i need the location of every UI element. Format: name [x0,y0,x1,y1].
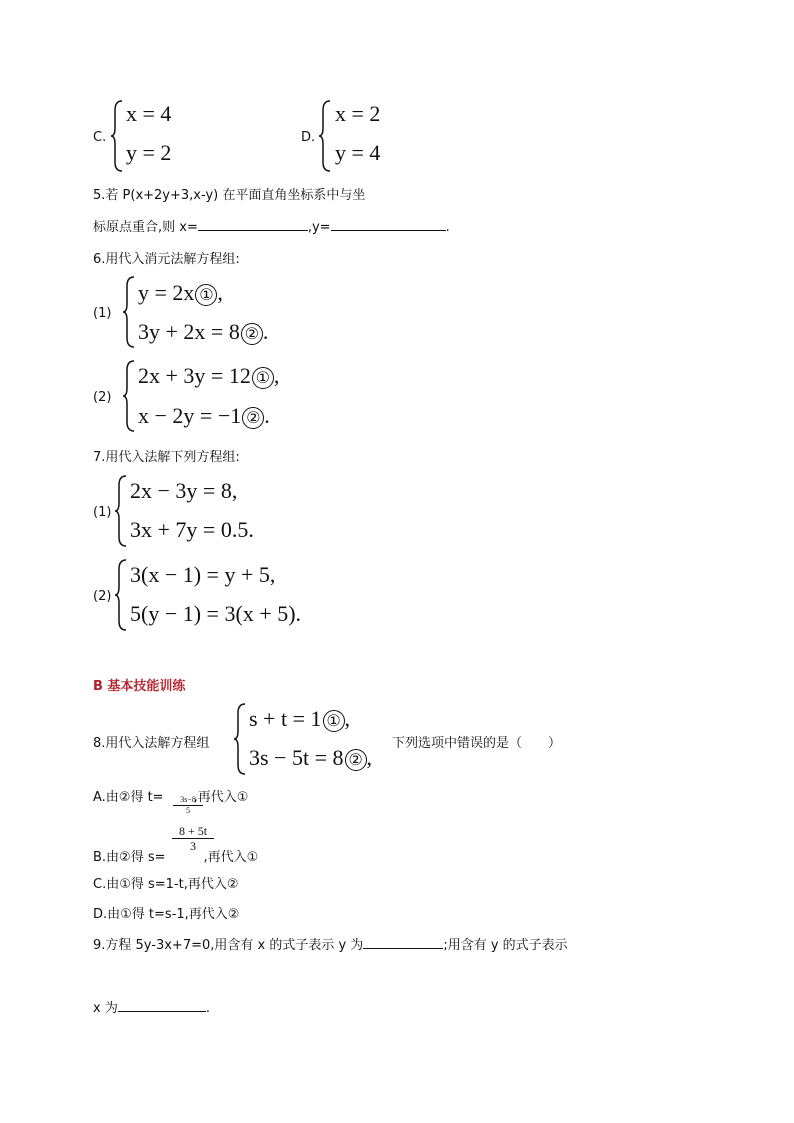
q5-line2 [93,216,450,235]
q9-line2 [93,997,210,1016]
punct: , [273,363,280,388]
equation-text: 3s − 5t = 8 [249,745,344,770]
option-c-eq2: y = 2 [126,140,172,165]
fraction-a [173,795,203,816]
q9-line1 [93,934,568,953]
q6-part2-eq1 [138,357,279,395]
brace-icon [114,559,128,631]
fraction-denominator: 5 [186,806,190,815]
q9-text-a: 9.方程 5y-3x+7=0,用含有 x 的式子表示 y 为 [93,938,364,953]
option-d-label: D. [301,130,316,145]
q8-prefix: 8.用代入法解方程组 [93,736,210,751]
q6-part1-label: (1) [93,306,112,321]
q8-option-c[interactable]: C.由①得 s=1-t,再代入② [93,877,239,892]
section-b-title: B 基本技能训练 [93,679,186,694]
q6-part1-eq1 [138,274,223,312]
equation-text: x − 2y = −1 [138,403,242,428]
q8-option-a[interactable] [93,786,248,805]
brace-icon [318,100,332,172]
option-b-post: ,再代入① [203,850,259,865]
q6-title: 6.用代入消元法解方程组: [93,252,240,267]
option-a-text: A.由②得 t= [93,790,164,805]
q9-text-b: ;用含有 y 的式子表示 [443,938,568,953]
equation-text: s + t = 1 [249,706,322,731]
q8-eq1 [249,700,350,738]
option-d-eq2: y = 4 [335,140,381,165]
option-a-post: ,再代入① [193,790,249,805]
q9-text-d: . [205,1001,210,1016]
option-c-eq1: x = 4 [126,101,172,126]
brace-icon [122,360,136,432]
option-d-eq1: x = 2 [335,101,381,126]
fraction-numerator: 3s−8 [180,795,196,804]
q8-option-b[interactable] [93,846,258,865]
brace-icon [233,703,247,775]
q6-part1-eq2 [138,313,268,351]
brace-icon [122,276,136,348]
answer-blank-y-expr[interactable] [363,936,443,949]
option-c-label: C. [93,130,107,145]
q7-part2-eq2: 5(y − 1) = 3(x + 5). [130,601,302,626]
circled-number: ② [241,323,263,345]
q7-part1-eq2: 3x + 7y = 0.5. [130,517,254,542]
fraction-numerator: 8 + 5t [178,824,208,838]
q6-part2-eq2 [138,397,270,435]
q6-part2-label: (2) [93,390,112,405]
q8-option-d[interactable]: D.由①得 t=s-1,再代入② [93,907,240,922]
equation-text: y = 2x [138,280,195,305]
punct: . [262,319,269,344]
circled-number: ② [242,407,264,429]
q7-part2-eq1: 3(x − 1) = y + 5, [130,562,276,587]
circled-number: ① [323,710,345,732]
q5-text-b: ,y= [307,220,331,235]
equation-text: 3y + 2x = 8 [138,319,240,344]
q7-part1-eq1: 2x − 3y = 8, [130,478,238,503]
circled-number: ① [252,367,274,389]
punct: , [366,745,372,770]
answer-blank-x[interactable] [198,218,308,231]
q8-eq2 [249,739,372,777]
brace-icon [114,475,128,547]
punct: , [217,280,223,305]
punct: , [344,706,350,731]
q7-part2-label: (2) [93,589,112,604]
circled-number: ② [345,749,367,771]
q9-text-c: x 为 [93,1001,118,1016]
option-b-text: B.由②得 s= [93,850,166,865]
circled-number: ① [195,284,217,306]
equation-text: 2x + 3y = 12 [138,363,251,388]
q5-text-c: . [445,220,450,235]
q5-text-a: 标原点重合,则 x= [93,220,198,235]
q7-title: 7.用代入法解下列方程组: [93,450,240,465]
punct: . [264,403,270,428]
q8-suffix: 下列选项中错误的是（ ） [392,736,562,751]
brace-icon [110,100,124,172]
answer-blank-x-expr[interactable] [118,999,206,1012]
q5-line1: 5.若 P(x+2y+3,x-y) 在平面直角坐标系中与坐 [93,188,366,203]
answer-blank-y[interactable] [331,218,446,231]
fraction-denominator: 3 [190,839,196,853]
q7-part1-label: (1) [93,505,112,520]
